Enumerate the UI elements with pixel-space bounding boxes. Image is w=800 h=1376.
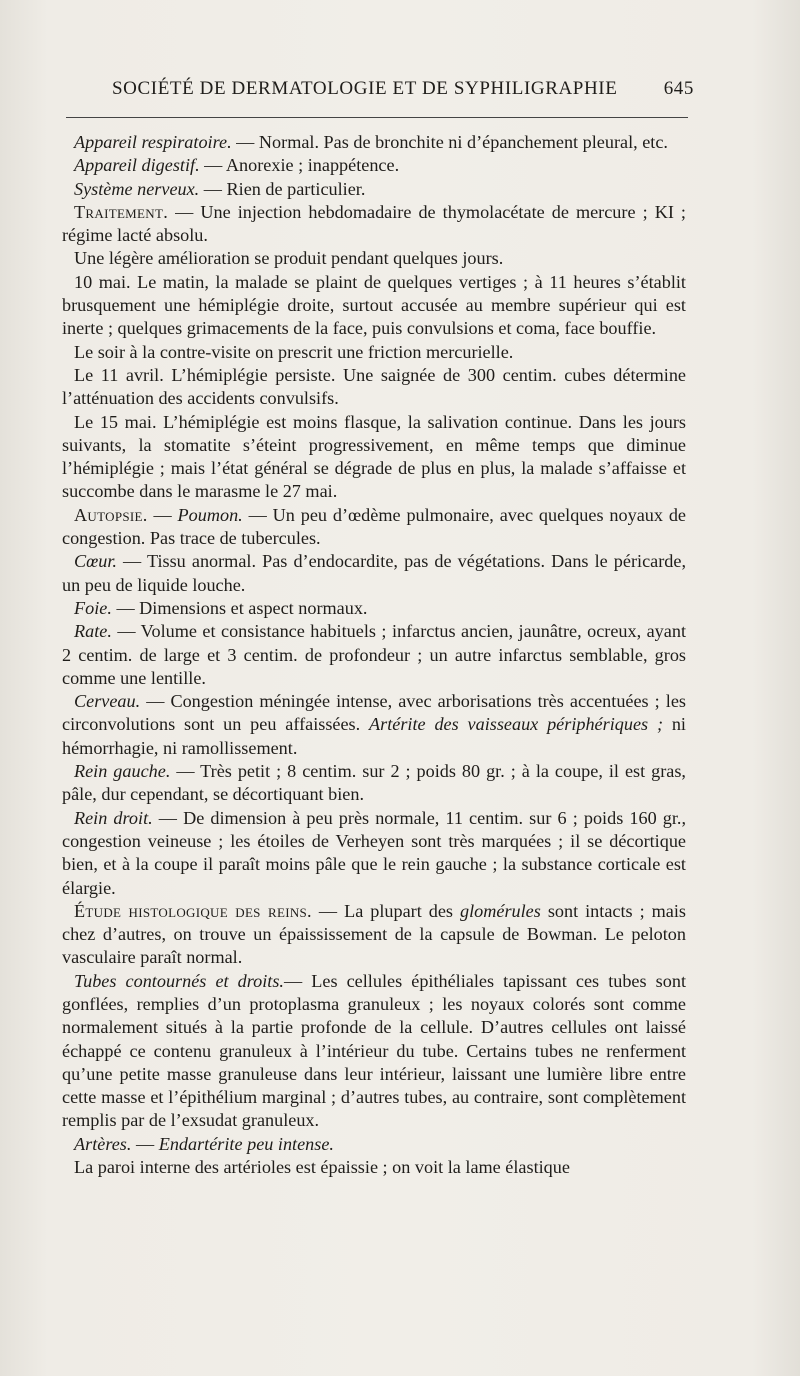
paragraph-text: La paroi interne des artérioles est épaissie ; on voit la lame élastique (74, 1157, 570, 1178)
paragraph-lead: Rate. (74, 621, 112, 642)
paragraph-lead: Autopsie. (74, 504, 148, 525)
paragraph-arteres (62, 1133, 686, 1156)
paragraph-11-avril (62, 364, 686, 411)
paragraph-contre-visite (62, 341, 686, 364)
paragraph-text: — Normal. Pas de bronchite ni d’épanchement pleural, etc. (231, 132, 668, 152)
paragraph-15-mai (62, 411, 686, 504)
paragraph-foie (62, 597, 686, 620)
paragraph-lead-secondary: Poumon. (177, 504, 243, 525)
paragraph-lead-secondary: Endartérite peu intense. (158, 1133, 334, 1154)
paragraph-rein-gauche (62, 760, 686, 807)
body-text (62, 131, 686, 1179)
paragraph-text-secondary: ni hémorrhagie, ni ramollissement. (62, 714, 686, 758)
paragraph-cerveau (62, 690, 686, 760)
paragraph-lead: Appareil digestif. (74, 155, 200, 176)
paragraph-amelioration (62, 247, 686, 270)
paragraph-text: Une légère amélioration se produit pendant quelques jours. (74, 248, 504, 269)
header-title: SOCIÉTÉ DE DERMATOLOGIE ET DE SYPHILIGRAPHIE (112, 78, 618, 99)
paragraph-lead-secondary: Artérite des vaisseaux périphériques ; (369, 714, 663, 735)
paragraph-lead: Cerveau. (74, 691, 141, 712)
paragraph-lead: Étude histologique des reins. (74, 900, 312, 921)
paragraph-paroi (62, 1156, 686, 1179)
paragraph-lead: Rein droit. (74, 807, 153, 828)
paragraph-text: 10 mai. Le matin, la malade se plaint de quelques vertiges ; à 11 heures s’établit brusquement une hémiplégie droite, surtout accusée au membre supérieur qui est inerte ; quelques grimacements de la face, puis convulsions et coma, face bouffie. (62, 271, 686, 339)
paragraph-digestif (62, 154, 686, 177)
paragraph-text: — La plupart des (311, 900, 460, 921)
page-number: 645 (663, 78, 694, 99)
paragraph-lead: Rein gauche. (74, 761, 171, 782)
paragraph-lead: Tubes contournés et droits. (74, 970, 284, 991)
paragraph-text: — Une injection hebdomadaire de thymolacétate de mercure ; KI ; régime lacté absolu. (62, 201, 686, 246)
paragraph-text: — Très petit ; 8 centim. sur 2 ; poids 80 gr. ; à la coupe, il est gras, pâle, dur cependant, se décortiquant bien. (62, 761, 686, 805)
paragraph-text: — (131, 1133, 159, 1154)
paragraph-text-secondary: sont intacts ; mais chez d’autres, on trouve un épaississement de la capsule de Bowman. Le peloton vasculaire paraît normal. (62, 900, 686, 968)
paragraph-10-mai (62, 271, 686, 341)
paragraph-text: — Les cellules épithéliales tapissant ces tubes sont gonflées, remplies d’un protoplasma granuleux ; les noyaux colorés sont comme normalement situés à la partie profonde de la cellule. D’autres cellules ont laissé échappé ce contenu granuleux à l’intérieur du tube. Certains tubes ne renferment qu’une petite masse granuleuse dans leur intérieur, laissant une lumière libre entre cette masse et l’épithélium marginal ; d’autres tubes, au contraire, sont complètement remplis par de l’exsudat granuleux. (62, 970, 686, 1131)
paragraph-text: Le 15 mai. L’hémiplégie est moins flasque, la salivation continue. Dans les jours suivants, la stomatite s’éteint progressivement, en même temps que diminue l’hémiplégie ; mais l’état général se dégrade de plus en plus, la malade s’affaisse et succombe dans le marasme le 27 mai. (62, 411, 686, 502)
paragraph-text: — Congestion méningée intense, avec arborisations très accentuées ; les circonvolutions sont un peu affaissées. (62, 691, 686, 735)
paragraph-traitement (62, 201, 686, 248)
paragraph-text: Le soir à la contre-visite on prescrit une friction mercurielle. (74, 341, 514, 362)
paragraph-text: — Tissu anormal. Pas d’endocardite, pas de végétations. Dans le péricarde, un peu de liquide louche. (62, 551, 686, 595)
paragraph-tubes (62, 970, 686, 1133)
paragraph-autopsie (62, 504, 686, 551)
paragraph-lead: Foie. (74, 597, 112, 618)
paragraph-nerveux (62, 178, 686, 201)
paragraph-rate (62, 620, 686, 690)
paragraph-lead: Cœur. (74, 551, 117, 572)
paragraph-etude-histologique (62, 900, 686, 970)
paragraph-text: — (147, 504, 178, 525)
paragraph-text: — Rien de particulier. (199, 178, 366, 199)
paragraph-rein-droit (62, 807, 686, 900)
paragraph-text: — Volume et consistance habituels ; infarctus ancien, jaunâtre, ocreux, ayant 2 centim. de large et 3 centim. de profondeur ; un autre infarctus semblable, gros comme une lentille. (62, 621, 686, 688)
paragraph-lead-secondary: glomérules (460, 900, 541, 921)
paragraph-text: — Dimensions et aspect normaux. (111, 597, 368, 618)
paragraph-text: — De dimension à peu près normale, 11 centim. sur 6 ; poids 160 gr., congestion veineuse ; les étoiles de Verheyen sont très marquées ; il se décortique bien, et à la coupe il paraît moins pâle que le rein gauche ; la substance corticale est élargie. (62, 807, 686, 898)
paragraph-lead: Appareil respiratoire. (74, 132, 232, 152)
paragraph-lead: Système nerveux. (74, 178, 200, 199)
paragraph-lead: Traitement. (74, 201, 169, 222)
paragraph-text: Le 11 avril. L’hémiplégie persiste. Une saignée de 300 centim. cubes détermine l’atténuation des accidents convulsifs. (62, 364, 686, 409)
paragraph-coeur (62, 550, 686, 597)
paragraph-text-secondary: — Un peu d’œdème pulmonaire, avec quelques noyaux de congestion. Pas trace de tubercules. (62, 504, 686, 549)
header-rule (66, 117, 688, 118)
paragraph-lead: Artères. (74, 1133, 132, 1154)
paragraph-respiratoire (62, 131, 686, 154)
paragraph-text: — Anorexie ; inappétence. (199, 155, 400, 176)
